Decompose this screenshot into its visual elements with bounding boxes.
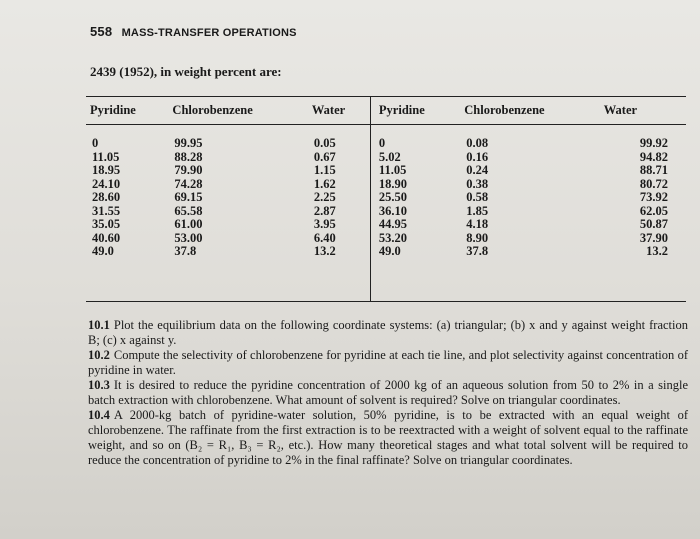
header-water: Water <box>308 97 371 125</box>
table-cell: 88.28 <box>174 149 203 164</box>
table-cell: 13.2 <box>313 244 336 258</box>
table-cell: 5.02 <box>378 149 401 164</box>
table-cell: 2.87 <box>313 203 336 218</box>
table-cell: 1.62 <box>313 176 336 191</box>
table-cell: 24.10 <box>92 176 121 191</box>
table-cell: 0.58 <box>466 190 489 204</box>
problem-text: Plot the equilibrium data on the following coordinate systems: (a) triangular; (b) x and y against weight fraction B; (c) x against y. <box>88 318 688 347</box>
table-cell: 37.8 <box>174 244 197 258</box>
table-cell: 28.60 <box>92 190 121 204</box>
table-cell: 74.28 <box>174 176 203 191</box>
table-cell: 40.60 <box>92 230 121 245</box>
table-cell: 0.05 <box>313 136 336 150</box>
table-cell: 99.95 <box>174 136 203 150</box>
table-cell: 2.25 <box>313 190 336 204</box>
table-header-row <box>86 97 686 125</box>
problem-10-4 <box>88 408 688 468</box>
table-cell: 0.08 <box>466 136 489 150</box>
table-cell: 79.90 <box>174 163 203 177</box>
table-cell: 49.0 <box>92 244 114 258</box>
table-cell: 25.50 <box>378 190 408 204</box>
header-water-2: Water <box>600 97 686 125</box>
problem-text: A 2000-kg batch of pyridine-water solution, 50% pyridine, is to be extracted with an equal weight of chlorobenzene. The raffinate from the first extraction is to be reextracted with a weight of solvent equal to the raffinate weight, and so on (B₂ = R₁, B₃ = R₂, etc.). How many theoretical stages and what total solvent will be required to reduce the concentration of pyridine to 2% in the final raffinate? Solve on triangular coordinates. <box>88 408 688 467</box>
problem-10-1 <box>88 318 688 348</box>
table-cell: 50.87 <box>639 217 668 231</box>
table-cell: 35.05 <box>92 217 121 231</box>
table-cell: 1.85 <box>466 203 489 218</box>
col-water-2 <box>600 125 686 302</box>
table-cell: 53.00 <box>174 230 203 245</box>
book-title: MASS-TRANSFER OPERATIONS <box>121 27 297 39</box>
table-cell: 6.40 <box>313 230 336 245</box>
table-cell: 1.15 <box>313 163 336 177</box>
table-cell: 80.72 <box>639 176 668 191</box>
table-cell: 37.8 <box>466 244 489 258</box>
problem-10-3 <box>88 378 688 408</box>
table-cell: 62.05 <box>639 203 668 218</box>
table-cell: 37.90 <box>639 230 668 245</box>
table-cell: 65.58 <box>174 203 203 218</box>
table-cell: 0.38 <box>466 176 489 191</box>
header-pyridine-2: Pyridine <box>370 97 460 125</box>
table-cell: 18.90 <box>378 176 408 191</box>
table-cell: 88.71 <box>639 163 668 177</box>
col-water <box>308 125 371 302</box>
page-number: 558 <box>90 24 113 39</box>
header-chlorobenzene-2: Chlorobenzene <box>460 97 599 125</box>
table-cell: 0.24 <box>466 163 489 177</box>
problem-number: 10.3 <box>88 378 110 392</box>
table-cell: 3.95 <box>313 217 336 231</box>
col-chlorobenzene <box>168 125 307 302</box>
intro-text: 2439 (1952), in weight percent are: <box>90 64 282 79</box>
col-chlorobenzene-2 <box>460 125 599 302</box>
table-cell: 31.55 <box>92 203 121 218</box>
table-cell: 11.05 <box>378 163 407 177</box>
table-cell: 94.82 <box>639 149 668 164</box>
problem-10-2 <box>88 348 688 378</box>
table-cell: 0.16 <box>466 149 489 164</box>
table-data-row <box>86 125 686 302</box>
equilibrium-data-table <box>86 96 686 302</box>
header-pyridine: Pyridine <box>86 97 168 125</box>
table-cell: 13.2 <box>646 244 668 258</box>
problem-number: 10.2 <box>88 348 110 362</box>
table-cell: 4.18 <box>466 217 489 231</box>
table-cell: 99.92 <box>639 136 668 150</box>
table-cell: 69.15 <box>174 190 203 204</box>
table-cell: 0 <box>92 136 99 150</box>
table-cell: 61.00 <box>174 217 203 231</box>
table-cell: 49.0 <box>378 244 401 258</box>
table-cell: 11.05 <box>92 149 120 164</box>
problem-number: 10.4 <box>88 408 110 422</box>
table-cell: 0 <box>378 136 386 150</box>
header-chlorobenzene: Chlorobenzene <box>168 97 307 125</box>
table-cell: 53.20 <box>378 230 408 245</box>
table-cell: 44.95 <box>378 217 408 231</box>
problem-text: It is desired to reduce the pyridine concentration of 2000 kg of an aqueous solution from 50 to 2% in a single batch extraction with chlorobenzene. What amount of solvent is required? Solve on triangular coordinates. <box>88 378 688 407</box>
table-cell: 18.95 <box>92 163 121 177</box>
table-cell: 36.10 <box>378 203 408 218</box>
table-cell: 8.90 <box>466 230 489 245</box>
problem-number: 10.1 <box>88 318 110 332</box>
running-head <box>90 24 297 39</box>
col-pyridine <box>86 125 168 302</box>
table-cell: 73.92 <box>639 190 668 204</box>
problem-list <box>88 318 688 468</box>
problem-text: Compute the selectivity of chlorobenzene for pyridine at each tie line, and plot selectivity against concentration of pyridine in water. <box>88 348 688 377</box>
table-cell: 0.67 <box>313 149 336 164</box>
col-pyridine-2 <box>370 125 460 302</box>
